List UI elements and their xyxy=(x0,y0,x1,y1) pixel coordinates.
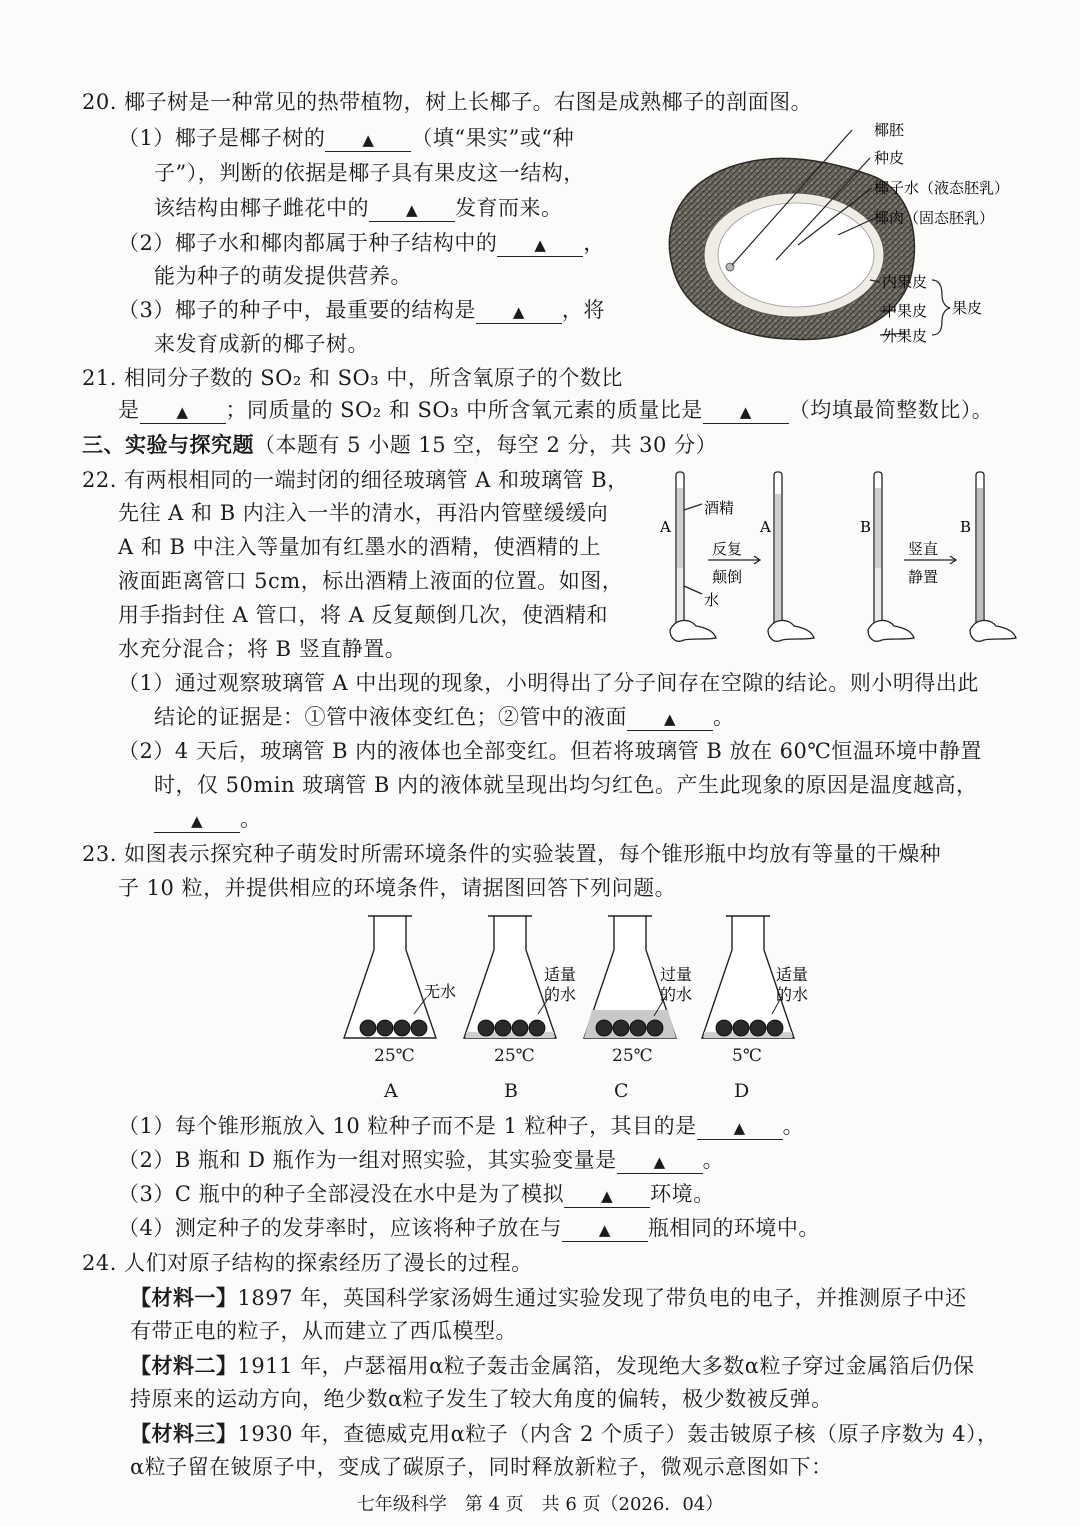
flask-d-temp: 5℃ xyxy=(732,1046,762,1066)
label-tube-a-after: A xyxy=(760,518,771,536)
label-tube-b-after: B xyxy=(960,518,972,536)
q20-part2-line2: 能为种子的萌发提供营养。 xyxy=(154,264,412,288)
q24-stem: 24. 人们对原子结构的探索经历了漫长的过程。 xyxy=(82,1251,533,1275)
label-coconut-meat: 椰肉（固态胚乳） xyxy=(874,209,995,227)
q24-material3-line1: 【材料三】1930 年，查德威克用α粒子（内含 2 个质子）轰击铍原子核（原子序数为 4）， xyxy=(130,1421,999,1446)
flask-b-temp: 25℃ xyxy=(494,1046,535,1066)
q23-part1: （1）每个锥形瓶放入 10 粒种子而不是 1 粒种子，其目的是 ▲ 。 xyxy=(118,1114,805,1138)
answer-blank[interactable]: ▲ xyxy=(703,401,789,424)
answer-blank[interactable]: ▲ xyxy=(564,1185,650,1208)
q23-part4: （4）测定种子的发芽率时，应该将种子放在与 ▲ 瓶相同的环境中。 xyxy=(118,1216,820,1240)
flask-d-label-1: 适量 xyxy=(776,965,809,984)
answer-blank[interactable]: ▲ xyxy=(697,1117,783,1140)
coconut-cross-section xyxy=(660,115,1040,360)
flask-c-label-1: 过量 xyxy=(660,965,693,984)
answer-blank[interactable]: ▲ xyxy=(617,1151,703,1174)
label-mesocarp: 中果皮 xyxy=(882,302,928,320)
label-seed-coat: 种皮 xyxy=(874,149,905,167)
section3-heading: 三、实验与探究题（本题有 5 小题 15 空，每空 2 分，共 30 分） xyxy=(82,432,718,457)
flask-d-letter: D xyxy=(734,1080,750,1102)
flask-c-label-2: 的水 xyxy=(660,985,693,1004)
label-pericarp: 果皮 xyxy=(952,299,983,317)
q20-stem: 20. 椰子树是一种常见的热带植物，树上长椰子。右图是成熟椰子的剖面图。 xyxy=(82,90,813,114)
label-tube-b: B xyxy=(860,518,872,536)
q22-line1: 22. 有两根相同的一端封闭的细径玻璃管 A 和玻璃管 B， xyxy=(82,468,629,492)
q20-part1-line1: （1）椰子是椰子树的 ▲ （填“果实”或“种 xyxy=(118,126,575,150)
q24-material1-line1: 【材料一】1897 年，英国科学家汤姆生通过实验发现了带负电的电子，并推测原子中还 xyxy=(130,1285,967,1310)
label-endocarp: 内果皮 xyxy=(882,273,928,291)
flask-d-label-2: 的水 xyxy=(776,985,809,1004)
q20-part3-line1: （3）椰子的种子中，最重要的结构是 ▲ ，将 xyxy=(118,298,605,322)
flask-a-temp: 25℃ xyxy=(374,1046,415,1066)
label-water: 水 xyxy=(704,591,720,609)
answer-blank[interactable]: ▲ xyxy=(562,1219,648,1242)
label-embryo: 椰胚 xyxy=(874,121,905,139)
flask-figure xyxy=(340,910,810,1050)
flask-a xyxy=(344,916,436,1038)
q22-part1-line1: （1）通过观察玻璃管 A 中出现的现象，小明得出了分子间存在空隙的结论。则小明得出此 xyxy=(118,671,979,695)
q24-material3-line2: α粒子留在铍原子中，变成了碳原子，同时释放新粒子，微观示意图如下： xyxy=(130,1455,833,1479)
q22-part2-line3: ▲ 。 xyxy=(154,805,262,833)
page-footer: 七年级科学 第 4 页 共 6 页（2026．04） xyxy=(356,1494,724,1515)
flask-b-label-2: 的水 xyxy=(544,985,577,1004)
q20-part1-line2: 子”），判断的依据是椰子具有果皮这一结构， xyxy=(154,161,585,185)
flask-b-letter: B xyxy=(504,1080,518,1102)
label-invert-2: 颠倒 xyxy=(712,568,743,586)
flask-b xyxy=(464,916,556,1038)
q22-line4: 液面距离管口 5cm，标出酒精上液面的位置。如图， xyxy=(118,569,624,593)
q22-line3: A 和 B 中注入等量加有红墨水的酒精，使酒精的上 xyxy=(118,535,602,559)
q23-line1: 23. 如图表示探究种子萌发时所需环境条件的实验装置，每个锥形瓶中均放有等量的干燥种 xyxy=(82,842,942,866)
q23-line2: 子 10 粒，并提供相应的环境条件，请据图回答下列问题。 xyxy=(118,876,677,900)
label-alcohol: 酒精 xyxy=(704,499,735,517)
flask-c-letter: C xyxy=(614,1080,629,1102)
q20-part1-line3: 该结构由椰子雌花中的 ▲ 发育而来。 xyxy=(154,196,563,220)
flask-c-temp: 25℃ xyxy=(612,1046,653,1066)
answer-blank[interactable]: ▲ xyxy=(154,810,240,833)
label-coconut-water: 椰子水（液态胚乳） xyxy=(874,179,1010,197)
q22-line5: 用手指封住 A 管口，将 A 反复颠倒几次，使酒精和 xyxy=(118,603,609,627)
q22-part2-line1: （2）4 天后，玻璃管 B 内的液体也全部变红。但若将玻璃管 B 放在 60℃恒温环境中静置 xyxy=(118,739,982,763)
label-tube-a: A xyxy=(660,518,671,536)
label-invert-1: 反复 xyxy=(712,540,743,558)
flask-a-label-1: 无水 xyxy=(424,982,457,1001)
q21-line1: 21. 相同分子数的 SO₂ 和 SO₃ 中，所含氧原子的个数比 xyxy=(82,366,623,390)
q23-part2: （2）B 瓶和 D 瓶作为一组对照实验，其实验变量是 ▲ 。 xyxy=(118,1148,725,1172)
answer-blank[interactable]: ▲ xyxy=(325,129,411,152)
glass-tube-figure xyxy=(656,468,1036,658)
q21-line2: 是 ▲ ；同质量的 SO₂ 和 SO₃ 中所含氧元素的质量比是 ▲ （均填最简整数比）。 xyxy=(118,398,994,422)
label-exocarp: 外果皮 xyxy=(882,327,928,345)
answer-blank[interactable]: ▲ xyxy=(476,301,562,324)
q22-line2: 先往 A 和 B 内注入一半的清水，再沿内管壁缓缓向 xyxy=(118,501,609,525)
q22-line6: 水充分混合；将 B 竖直静置。 xyxy=(118,637,407,661)
q20-part3-line2: 来发育成新的椰子树。 xyxy=(154,332,369,356)
label-stand-2: 静置 xyxy=(908,568,939,586)
q22-part1-line2: 结论的证据是：①管中液体变红色；②管中的液面 ▲ 。 xyxy=(154,705,735,729)
q24-material2-line1: 【材料二】1911 年，卢瑟福用α粒子轰击金属箔，发现绝大多数α粒子穿过金属箔后仍保 xyxy=(130,1353,975,1378)
q23-part3: （3）C 瓶中的种子全部浸没在水中是为了模拟 ▲ 环境。 xyxy=(118,1182,715,1206)
flask-a-letter: A xyxy=(384,1080,398,1102)
answer-blank[interactable]: ▲ xyxy=(140,401,226,424)
label-stand-1: 竖直 xyxy=(908,540,939,558)
flask-b-label-1: 适量 xyxy=(544,965,577,984)
q22-part2-line2: 时，仅 50min 玻璃管 B 内的液体就呈现出均匀红色。产生此现象的原因是温度越高， xyxy=(154,773,978,797)
answer-blank[interactable]: ▲ xyxy=(627,708,713,731)
q20-part2-line1: （2）椰子水和椰肉都属于种子结构中的 ▲ ， xyxy=(118,231,605,255)
answer-blank[interactable]: ▲ xyxy=(497,234,583,257)
q24-material2-line2: 持原来的运动方向，绝少数α粒子发生了较大角度的偏转，极少数被反弹。 xyxy=(130,1387,833,1411)
q24-material1-line2: 有带正电的粒子，从而建立了西瓜模型。 xyxy=(130,1319,517,1343)
answer-blank[interactable]: ▲ xyxy=(369,199,455,222)
